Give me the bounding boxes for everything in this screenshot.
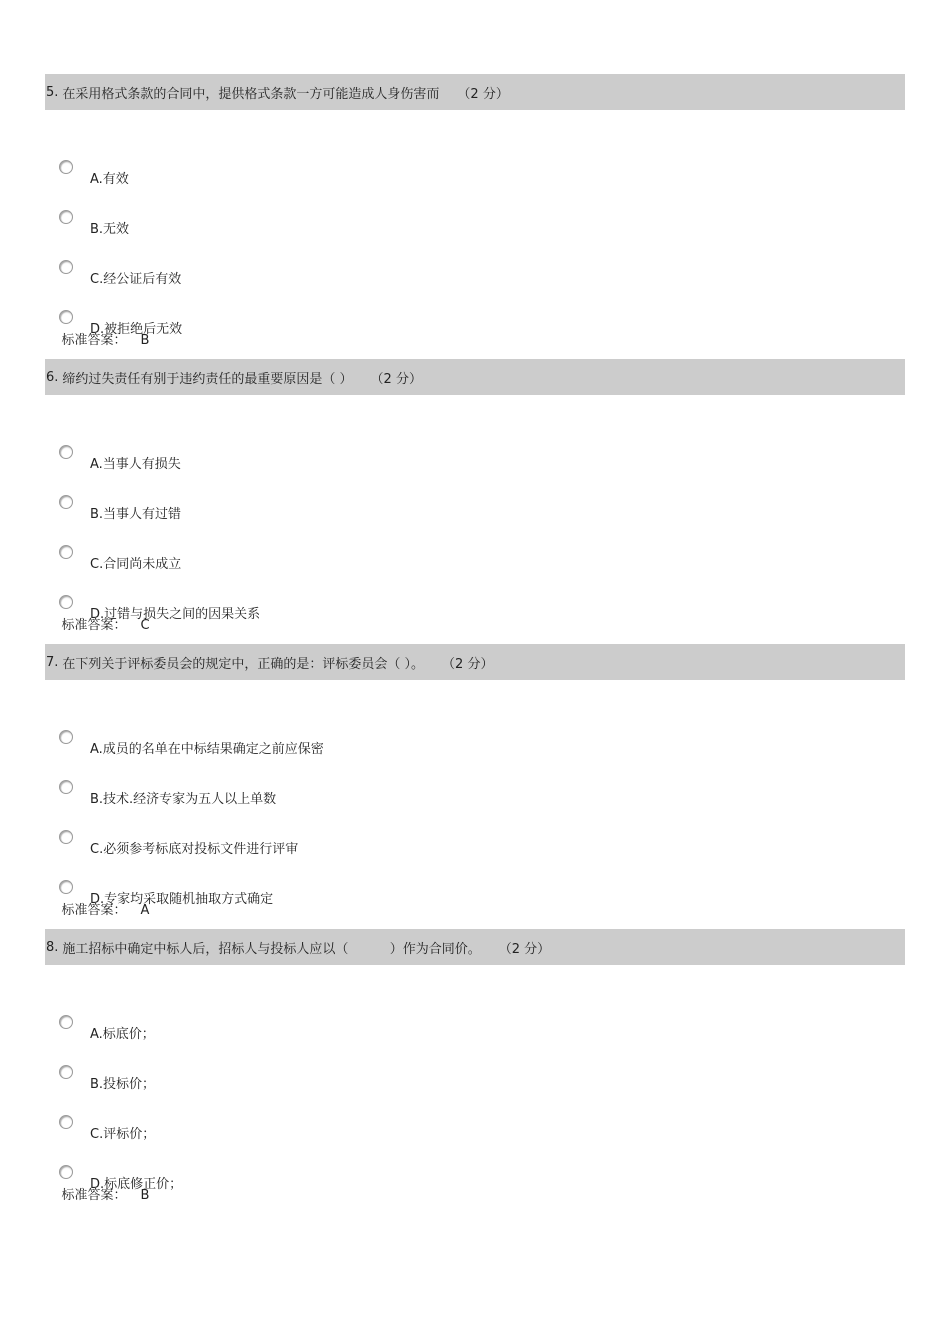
answer-label: 标准答案： (61, 333, 127, 348)
option-label: B.无效 (90, 222, 130, 237)
answer-value: A (140, 903, 150, 918)
standard-answer (45, 314, 149, 363)
question-score: （2 分） (370, 371, 422, 387)
option-label: D.过错与损失之间的因果关系 (90, 607, 261, 622)
option-a[interactable] (45, 1015, 905, 1045)
option-a[interactable] (45, 730, 905, 760)
option-label: A.标底价； (90, 1027, 155, 1042)
option-c[interactable] (45, 545, 905, 575)
standard-answer (45, 1169, 149, 1218)
question-7 (45, 644, 905, 918)
question-score: （2 分） (498, 941, 551, 957)
radio-button[interactable] (59, 780, 73, 794)
option-c[interactable] (45, 260, 905, 290)
question-header (45, 74, 905, 110)
question-text: 在采用格式条款的合同中，提供格式条款一方可能造成人身伤害而 (62, 86, 440, 102)
radio-button[interactable] (59, 210, 73, 224)
question-text: 在下列关于评标委员会的规定中，正确的是：评标委员会（ ）。 (62, 656, 425, 672)
answer-value: B (140, 333, 150, 348)
option-b[interactable] (45, 1065, 905, 1095)
option-d[interactable] (45, 880, 905, 910)
option-label: C.经公证后有效 (90, 272, 182, 287)
answer-value: C (140, 618, 150, 633)
question-number: 6. (46, 369, 59, 385)
option-a[interactable] (45, 160, 905, 190)
question-text: 缔约过失责任有别于违约责任的最重要原因是（ ） (62, 371, 353, 387)
option-label: D.专家均采取随机抽取方式确定 (90, 892, 274, 907)
radio-button[interactable] (59, 545, 73, 559)
question-5 (45, 74, 905, 348)
option-b[interactable] (45, 210, 905, 240)
radio-button[interactable] (59, 830, 73, 844)
option-c[interactable] (45, 830, 905, 860)
option-b[interactable] (45, 495, 905, 525)
radio-button[interactable] (59, 730, 73, 744)
option-label: B.投标价； (90, 1077, 156, 1092)
question-score: （2 分） (442, 656, 494, 672)
option-d[interactable] (45, 595, 905, 625)
option-label: A.当事人有损失 (90, 457, 181, 472)
option-c[interactable] (45, 1115, 905, 1145)
option-b[interactable] (45, 780, 905, 810)
answer-label: 标准答案： (61, 903, 127, 918)
question-number: 7. (46, 654, 59, 670)
option-label: A.成员的名单在中标结果确定之前应保密 (90, 742, 324, 757)
standard-answer (45, 884, 149, 933)
answer-label: 标准答案： (61, 618, 127, 633)
option-label: B.当事人有过错 (90, 507, 182, 522)
option-a[interactable] (45, 445, 905, 475)
option-d[interactable] (45, 310, 905, 340)
question-header (45, 359, 905, 395)
radio-button[interactable] (59, 1065, 73, 1079)
radio-button[interactable] (59, 1015, 73, 1029)
question-header (45, 929, 905, 965)
answer-label: 标准答案： (61, 1188, 127, 1203)
radio-button[interactable] (59, 1115, 73, 1129)
question-text: 施工招标中确定中标人后，招标人与投标人应以（ ）作为合同价。 (62, 941, 481, 957)
option-label: D.标底修正价； (90, 1177, 183, 1192)
radio-button[interactable] (59, 260, 73, 274)
question-number: 8. (46, 939, 59, 955)
answer-value: B (140, 1188, 150, 1203)
option-label: A.有效 (90, 172, 129, 187)
question-header (45, 644, 905, 680)
radio-button[interactable] (59, 495, 73, 509)
radio-button[interactable] (59, 160, 73, 174)
option-label: C.合同尚未成立 (90, 557, 182, 572)
option-label: D.被拒绝后无效 (90, 322, 183, 337)
option-label: C.评标价； (90, 1127, 156, 1142)
question-8 (45, 929, 905, 1203)
option-d[interactable] (45, 1165, 905, 1195)
question-6 (45, 359, 905, 633)
radio-button[interactable] (59, 445, 73, 459)
standard-answer (45, 599, 150, 648)
option-label: B.技术.经济专家为五人以上单数 (90, 792, 277, 807)
question-number: 5. (46, 84, 59, 100)
option-label: C.必须参考标底对投标文件进行评审 (90, 842, 299, 857)
question-score: （2 分） (457, 86, 509, 102)
